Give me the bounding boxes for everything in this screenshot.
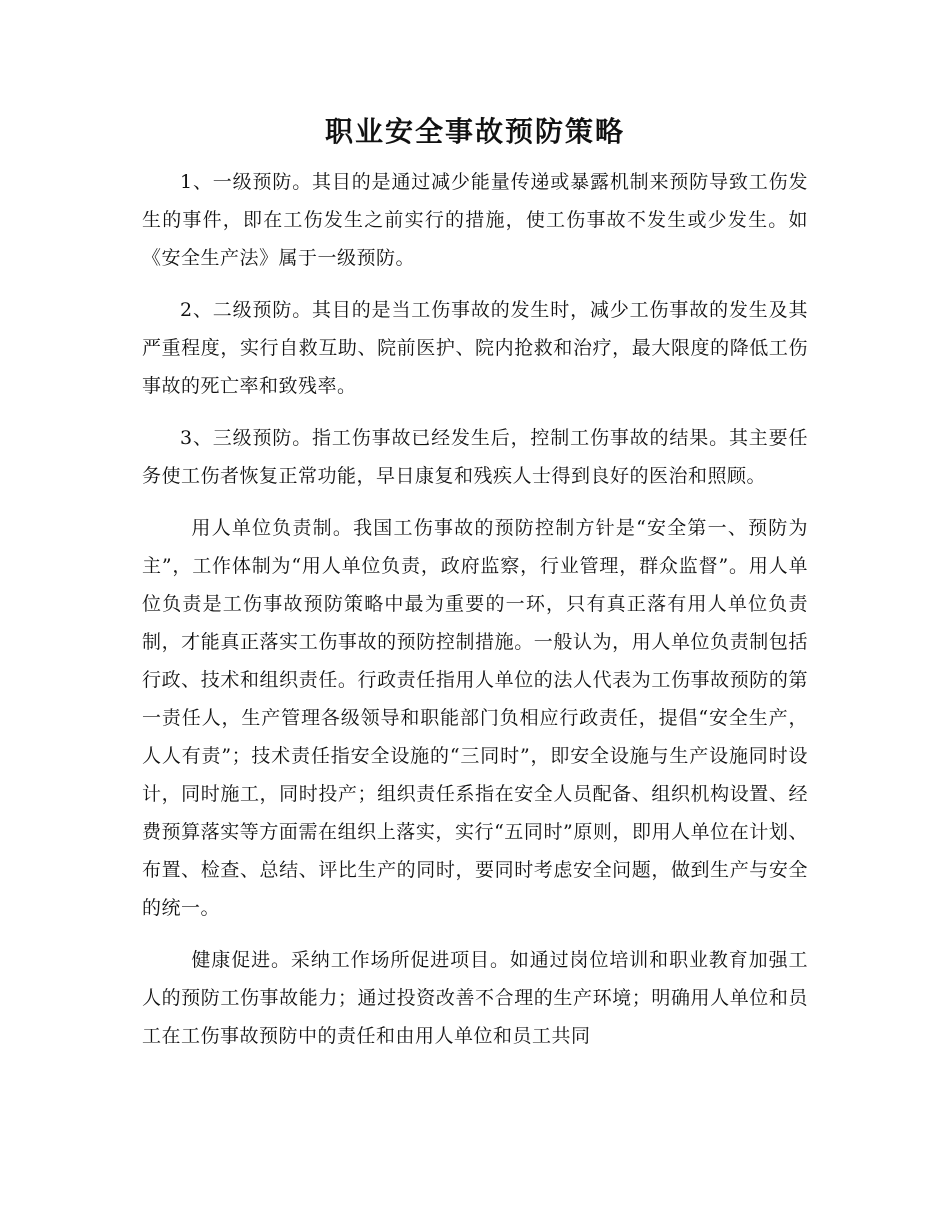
paragraph-employer-responsibility: 用人单位负责制。我国工伤事故的预防控制方针是“安全第一、预防为主”，工作体制为“用人单位负责，政府监察，行业管理，群众监督”。用人单位负责是工伤事故预防策略中最为重要的一环，只有真正落有用人单位负责制，才能真正落实工伤事故的预防控制措施。一般认为，用人单位负责制包括行政、技术和组织责任。行政责任指用人单位的法人代表为工伤事故预防的第一责任人，生产管理各级领导和职能部门负相应行政责任，提倡“安全生产，人人有责”；技术责任指安全设施的“三同时”，即安全设施与生产设施同时设计，同时施工，同时投产；组织责任系指在安全人员配备、组织机构设置、经费预算落实等方面需在组织上落实，实行“五同时”原则，即用人单位在计划、布置、检查、总结、评比生产的同时，要同时考虑安全问题，做到生产与安全的统一。 <box>142 517 808 919</box>
document-title: 职业安全事故预防策略 <box>324 115 625 148</box>
paragraph-secondary-prevention: 2、二级预防。其目的是当工伤事故的发生时，减少工伤事故的发生及其严重程度，实行自救互助、院前医护、院内抢救和治疗，最大限度的降低工伤事故的死亡率和致残率。 <box>142 299 808 397</box>
document-body <box>142 163 808 1069</box>
paragraph-tertiary-prevention: 3、三级预防。指工伤事故已经发生后，控制工伤事故的结果。其主要任务使工伤者恢复正常功能，早日康复和残疾人士得到良好的医治和照顾。 <box>142 427 808 487</box>
paragraph-primary-prevention: 1、一级预防。其目的是通过减少能量传递或暴露机制来预防导致工伤发生的事件，即在工伤发生之前实行的措施，使工伤事故不发生或少发生。如《安全生产法》属于一级预防。 <box>142 171 808 269</box>
paragraph-health-promotion: 健康促进。采纳工作场所促进项目。如通过岗位培训和职业教育加强工人的预防工伤事故能力；通过投资改善不合理的生产环境；明确用人单位和员工在工伤事故预防中的责任和由用人单位和员工共同 <box>142 949 808 1047</box>
